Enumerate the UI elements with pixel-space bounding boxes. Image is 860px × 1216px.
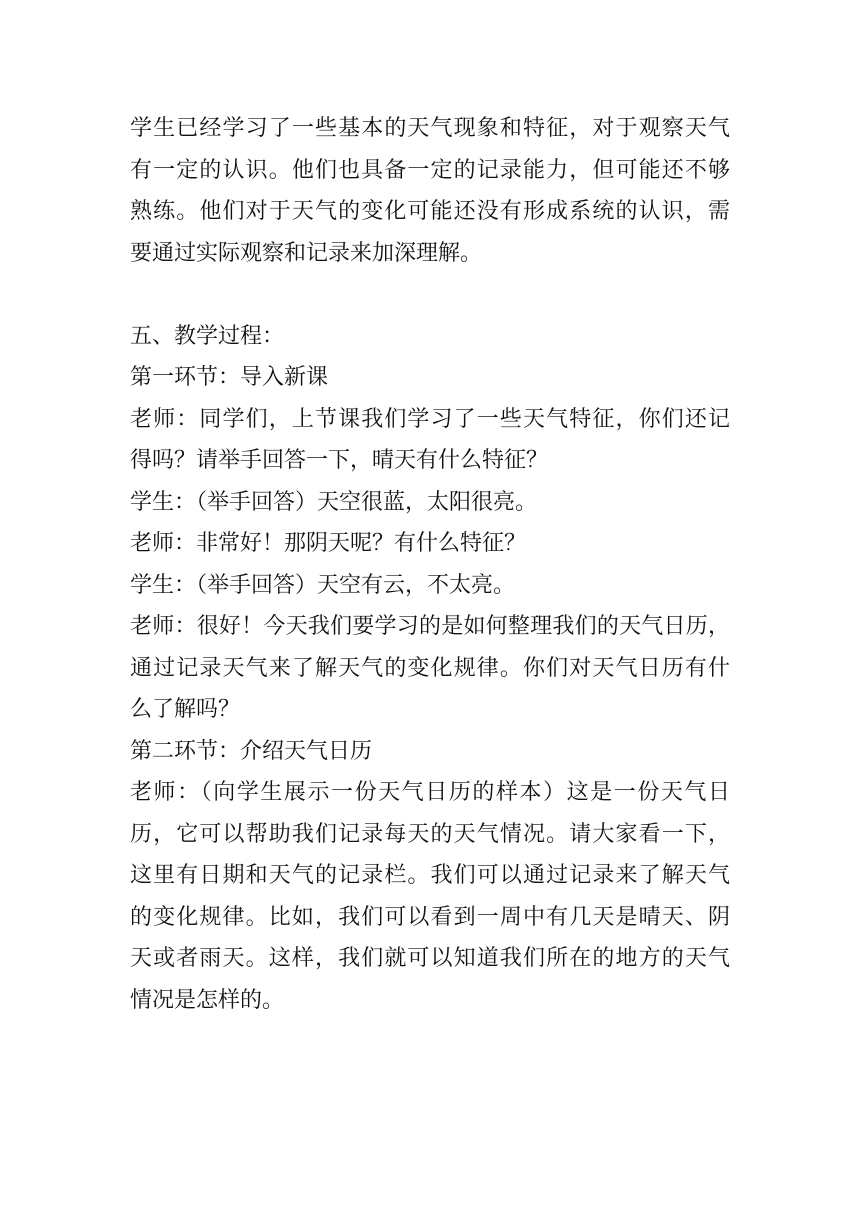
text-line: 有一定的认识。他们也具备一定的记录能力，但可能还不够 [130,157,730,183]
dialogue-line: 这里有日期和天气的记录栏。我们可以通过记录来了解天气 [130,863,730,888]
paragraph-spacer [130,274,730,316]
text-line: 学生已经学习了一些基本的天气现象和特征，对于观察天气 [130,116,730,141]
dialogue-line: 老师：同学们，上节课我们学习了一些天气特征，你们还记 [130,406,730,432]
dialogue-line: 历，它可以帮助我们记录每天的天气情况。请大家看一下， [130,821,730,847]
dialogue-line: 学生：（举手回答）天空很蓝，太阳很亮。 [130,489,538,515]
dialogue-line: 老师：非常好！那阴天呢？有什么特征？ [130,531,527,556]
text-line: 熟练。他们对于天气的变化可能还没有形成系统的认识，需 [130,199,730,224]
part2-heading: 第二环节：介绍天气日历 [130,738,373,764]
text-line: 要通过实际观察和记录来加深理解。 [130,240,483,266]
part2-section [130,731,730,1022]
document-body [130,108,730,1021]
part1-section [130,357,730,731]
dialogue-line: 学生：（举手回答）天空有云，不太亮。 [130,572,516,598]
dialogue-line: 得吗？请举手回答一下，晴天有什么特征？ [130,448,549,473]
dialogue-line: 天或者雨天。这样，我们就可以知道我们所在的地方的天气 [130,946,730,971]
dialogue-line: 老师：很好！今天我们要学习的是如何整理我们的天气日历， [130,614,730,639]
dialogue-line: 么了解吗？ [130,697,241,722]
student-analysis-paragraph [130,108,730,274]
dialogue-line: 老师：（向学生展示一份天气日历的样本）这是一份天气日 [130,780,730,805]
section-heading: 五、教学过程： [130,323,285,349]
dialogue-line: 通过记录天气来了解天气的变化规律。你们对天气日历有什 [130,655,730,681]
dialogue-line: 的变化规律。比如，我们可以看到一周中有几天是晴天、阴 [130,904,730,930]
part1-heading: 第一环节：导入新课 [130,365,329,390]
dialogue-line: 情况是怎样的。 [130,987,285,1013]
